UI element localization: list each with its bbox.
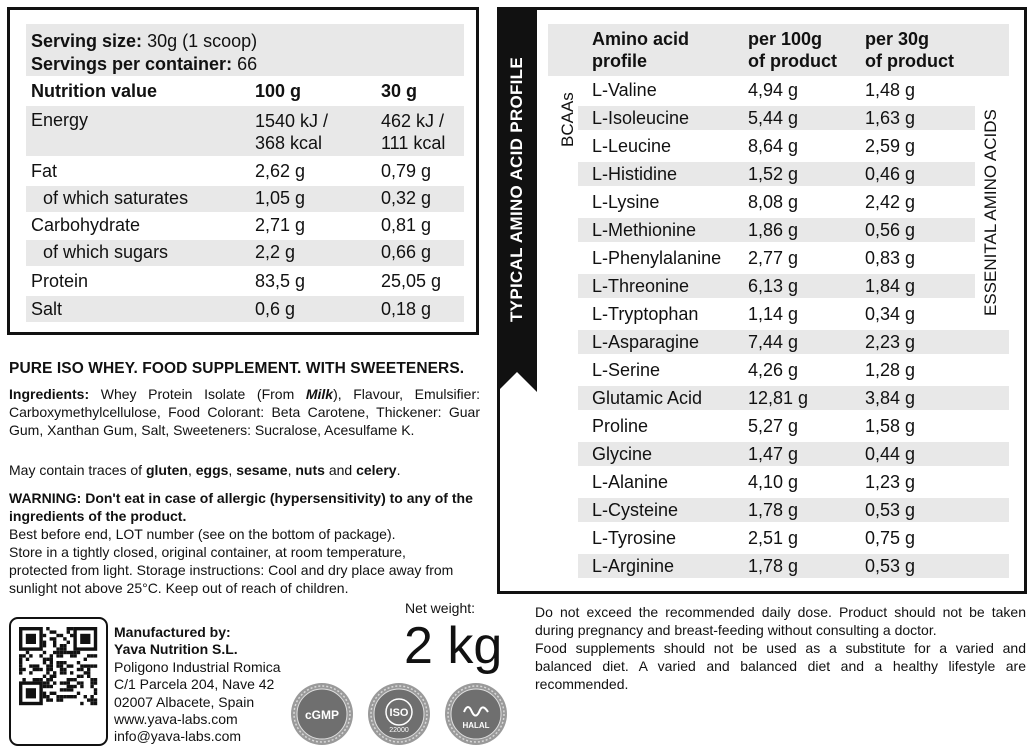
- disclaimer-block: [535, 603, 1026, 693]
- amino-row: [578, 274, 975, 298]
- amino-row-v30: 1,28 g: [865, 360, 916, 380]
- amino-row-v30: 1,63 g: [865, 108, 916, 128]
- amino-row: [578, 218, 975, 242]
- nutrition-row-30g: 25,05 g: [381, 271, 442, 291]
- allergen-gluten: gluten: [145, 462, 188, 478]
- manufacturer-label: Manufactured by:: [114, 624, 231, 640]
- traces-line: [9, 461, 400, 479]
- nutrition-row-100g: 83,5 g: [255, 271, 306, 291]
- nutrition-row-30g: 462 kJ / 111 kcal: [381, 111, 446, 153]
- nutrition-row-30g: 0,18 g: [381, 299, 432, 319]
- manufacturer-name: Yava Nutrition S.L.: [114, 641, 238, 658]
- nutrition-row-name: Carbohydrate: [31, 215, 141, 235]
- nutrition-row-30g: 0,66 g: [381, 242, 432, 262]
- amino-row: [578, 246, 1009, 270]
- iso-badge-text: ISO: [389, 707, 409, 719]
- warning-text: WARNING: Don't eat in case of allergic (hypersensitivity) to any of the ingredients of the product.: [9, 490, 473, 524]
- amino-row: [578, 106, 975, 130]
- amino-row-v30: 1,58 g: [865, 416, 916, 436]
- net-weight-value: 2 kg: [404, 617, 503, 675]
- amino-row-v30: 1,48 g: [865, 80, 916, 100]
- amino-row: [578, 330, 1009, 354]
- bcaas-label: BCAAs: [558, 92, 577, 147]
- nutrition-row-name: Protein: [31, 271, 89, 291]
- amino-band-tip: [497, 372, 537, 392]
- amino-row-name: L-Asparagine: [592, 332, 700, 352]
- amino-row-name: L-Leucine: [592, 136, 672, 156]
- storage-line: protected from light. Storage instructions: Cool and dry place away from: [9, 562, 454, 578]
- amino-row: [578, 498, 1009, 522]
- amino-row: [578, 134, 1009, 158]
- disclaimer-p2: Food supplements should not be used as a substitute for a varied and balanced diet. A varied and balanced diet and a healthy lifestyle are recommended.: [535, 640, 1026, 692]
- product-title: PURE ISO WHEY. FOOD SUPPLEMENT. WITH SWEETENERS.: [9, 360, 465, 377]
- amino-row-v100: 5,27 g: [748, 416, 799, 436]
- ingredients-label: Ingredients:: [9, 386, 90, 402]
- allergen-sesame: sesame: [236, 462, 288, 478]
- amino-row: [578, 386, 1009, 410]
- nutrition-row: [26, 240, 464, 266]
- amino-header-100g: per 100g of product: [748, 29, 837, 71]
- nutrition-row-name: of which saturates: [43, 188, 189, 208]
- nutrition-row-100g: 1540 kJ / 368 kcal: [255, 111, 329, 153]
- nutrition-header-100g: 100 g: [255, 81, 302, 101]
- amino-header-row: [548, 24, 1009, 76]
- nutrition-row: [26, 186, 464, 212]
- nutrition-row-30g: 0,32 g: [381, 188, 432, 208]
- nutrition-row: [26, 268, 464, 292]
- nutrition-row: [26, 106, 464, 156]
- storage-line: Store in a tightly closed, original container, at room temperature,: [9, 544, 406, 560]
- nutrition-row-name: Energy: [31, 110, 89, 130]
- amino-row-v100: 2,77 g: [748, 248, 799, 268]
- servings-per-container-line: [31, 53, 257, 75]
- manufacturer-email: info@yava-labs.com: [114, 728, 242, 745]
- amino-row-name: L-Tryptophan: [592, 304, 699, 324]
- amino-row: [578, 358, 1009, 382]
- amino-row-v30: 0,34 g: [865, 304, 916, 324]
- amino-row: [578, 162, 975, 186]
- amino-row-v100: 1,47 g: [748, 444, 799, 464]
- amino-row-v100: 4,10 g: [748, 472, 799, 492]
- manufacturer-address: C/1 Parcela 204, Nave 42: [114, 676, 275, 693]
- amino-row-v30: 2,59 g: [865, 136, 916, 156]
- nutrition-row-name: Salt: [31, 299, 63, 319]
- storage-block: [9, 525, 453, 597]
- nutrition-row: [26, 214, 464, 238]
- amino-row: [578, 526, 1009, 550]
- cgmp-badge-text: cGMP: [304, 708, 340, 722]
- amino-row-v100: 6,13 g: [748, 276, 799, 296]
- cgmp-seal-icon: [290, 682, 354, 746]
- nutrition-header-row: [26, 79, 464, 104]
- amino-row-v100: 1,86 g: [748, 220, 799, 240]
- amino-row-name: L-Cysteine: [592, 500, 679, 520]
- amino-row-name: L-Lysine: [592, 192, 660, 212]
- amino-row: [578, 190, 1009, 214]
- amino-row-v30: 0,75 g: [865, 528, 916, 548]
- manufacturer-website: www.yava-labs.com: [114, 711, 238, 728]
- net-weight-label: Net weight:: [405, 600, 476, 616]
- amino-row-name: L-Serine: [592, 360, 661, 380]
- amino-row-v100: 1,78 g: [748, 500, 799, 520]
- amino-row-name: L-Valine: [592, 80, 657, 100]
- amino-row-v30: 0,53 g: [865, 500, 916, 520]
- amino-row: [578, 442, 1009, 466]
- storage-line: Best before end, LOT number (see on the bottom of package).: [9, 526, 396, 542]
- ingredients-text-1: Whey Protein Isolate (From: [89, 386, 306, 402]
- allergen-eggs: eggs: [195, 462, 229, 478]
- amino-row-v30: 1,84 g: [865, 276, 916, 296]
- amino-row-name: L-Arginine: [592, 556, 675, 576]
- amino-row-v30: 0,46 g: [865, 164, 916, 184]
- amino-row-name: L-Tyrosine: [592, 528, 677, 548]
- amino-row-v100: 8,08 g: [748, 192, 799, 212]
- amino-row-v100: 4,94 g: [748, 80, 799, 100]
- amino-row-v100: 7,44 g: [748, 332, 799, 352]
- serving-size-value: 30g (1 scoop): [147, 31, 258, 51]
- storage-line: sunlight not above 25°C. Keep out of reach of children.: [9, 580, 349, 596]
- nutrition-row-name: Fat: [31, 161, 58, 181]
- amino-row-v30: 1,23 g: [865, 472, 916, 492]
- nutrition-row-100g: 0,6 g: [255, 299, 296, 319]
- amino-row-name: L-Isoleucine: [592, 108, 690, 128]
- servings-value: 66: [237, 54, 258, 74]
- amino-row: [578, 302, 1009, 326]
- disclaimer-p1: Do not exceed the recommended daily dose. Product should not be taken during pregnancy and breast-feeding without consulting a doctor.: [535, 604, 1026, 638]
- amino-row-v30: 0,53 g: [865, 556, 916, 576]
- amino-row-v30: 0,83 g: [865, 248, 916, 268]
- nutrition-row-30g: 0,81 g: [381, 215, 432, 235]
- qr-code-icon: [9, 617, 108, 747]
- amino-row-name: Glycine: [592, 444, 653, 464]
- nutrition-row-100g: 1,05 g: [255, 188, 306, 208]
- amino-row-name: L-Threonine: [592, 276, 690, 296]
- traces-end: .: [396, 462, 401, 478]
- amino-row-name: Proline: [592, 416, 649, 436]
- ingredients-paragraph: [9, 385, 480, 439]
- traces-prefix: May contain traces of: [9, 462, 146, 478]
- amino-row-v30: 0,56 g: [865, 220, 916, 240]
- amino-row-name: L-Histidine: [592, 164, 678, 184]
- traces-sep: ,: [228, 462, 237, 478]
- amino-row-name: Glutamic Acid: [592, 388, 703, 408]
- amino-row-v100: 12,81 g: [748, 388, 809, 408]
- amino-row-v30: 2,23 g: [865, 332, 916, 352]
- allergen-nuts: nuts: [295, 462, 325, 478]
- amino-row: [578, 554, 1009, 578]
- servings-label: Servings per container:: [31, 54, 233, 74]
- essential-amino-acids-label: ESSENITAL AMINO ACIDS: [981, 109, 1000, 316]
- nutrition-row: [26, 296, 464, 322]
- serving-size-line: [31, 30, 257, 52]
- amino-row-v30: 2,42 g: [865, 192, 916, 212]
- manufacturer-block: [114, 624, 281, 746]
- amino-row-name: L-Alanine: [592, 472, 669, 492]
- nutrition-row-30g: 0,79 g: [381, 161, 432, 181]
- halal-seal-icon: [444, 682, 508, 746]
- amino-row-v30: 3,84 g: [865, 388, 916, 408]
- amino-row-name: L-Methionine: [592, 220, 697, 240]
- amino-row: [578, 414, 1009, 438]
- amino-row: [578, 78, 1009, 102]
- amino-row-v100: 2,51 g: [748, 528, 799, 548]
- halal-badge-text: HALAL: [462, 721, 490, 730]
- traces-sep: ,: [287, 462, 296, 478]
- amino-row-v100: 1,52 g: [748, 164, 799, 184]
- amino-band-label: TYPICAL AMINO ACID PROFILE: [507, 56, 526, 322]
- amino-header-name: Amino acid profile: [592, 29, 690, 71]
- manufacturer-address: 02007 Albacete, Spain: [114, 693, 255, 710]
- amino-row: [578, 470, 1009, 494]
- nutrition-row-100g: 2,2 g: [255, 242, 296, 262]
- amino-row-v100: 1,78 g: [748, 556, 799, 576]
- amino-row-v100: 4,26 g: [748, 360, 799, 380]
- ingredients-text-2: ), Flavour, Emulsifier: Carboxymethylcellulose, Food Colorant: Beta Carotene, Thickener: Guar Gum, Xanthan Gum, Salt, Sweeteners: Sucralose, Acesulfame K.: [9, 386, 480, 438]
- amino-row-v100: 8,64 g: [748, 136, 799, 156]
- amino-header-30g: per 30g of product: [865, 29, 954, 71]
- allergen-celery: celery: [356, 462, 397, 478]
- amino-row-v100: 5,44 g: [748, 108, 799, 128]
- iso-22000-seal-icon: [367, 682, 431, 746]
- traces-and: and: [324, 462, 357, 478]
- manufacturer-address: Poligono Industrial Romica: [114, 658, 281, 675]
- nutrition-header-30g: 30 g: [381, 81, 418, 101]
- nutrition-header-name: Nutrition value: [31, 81, 158, 101]
- amino-row-v100: 1,14 g: [748, 304, 799, 324]
- serving-size-label: Serving size:: [31, 31, 143, 51]
- nutrition-row-name: of which sugars: [43, 242, 169, 262]
- iso-badge-sub: 22000: [389, 727, 409, 734]
- amino-row-v30: 0,44 g: [865, 444, 916, 464]
- nutrition-row-100g: 2,62 g: [255, 161, 306, 181]
- nutrition-row-100g: 2,71 g: [255, 215, 306, 235]
- traces-sep: ,: [187, 462, 196, 478]
- nutrition-row: [26, 160, 464, 184]
- amino-row-name: L-Phenylalanine: [592, 248, 722, 268]
- ingredients-milk: Milk: [305, 386, 334, 402]
